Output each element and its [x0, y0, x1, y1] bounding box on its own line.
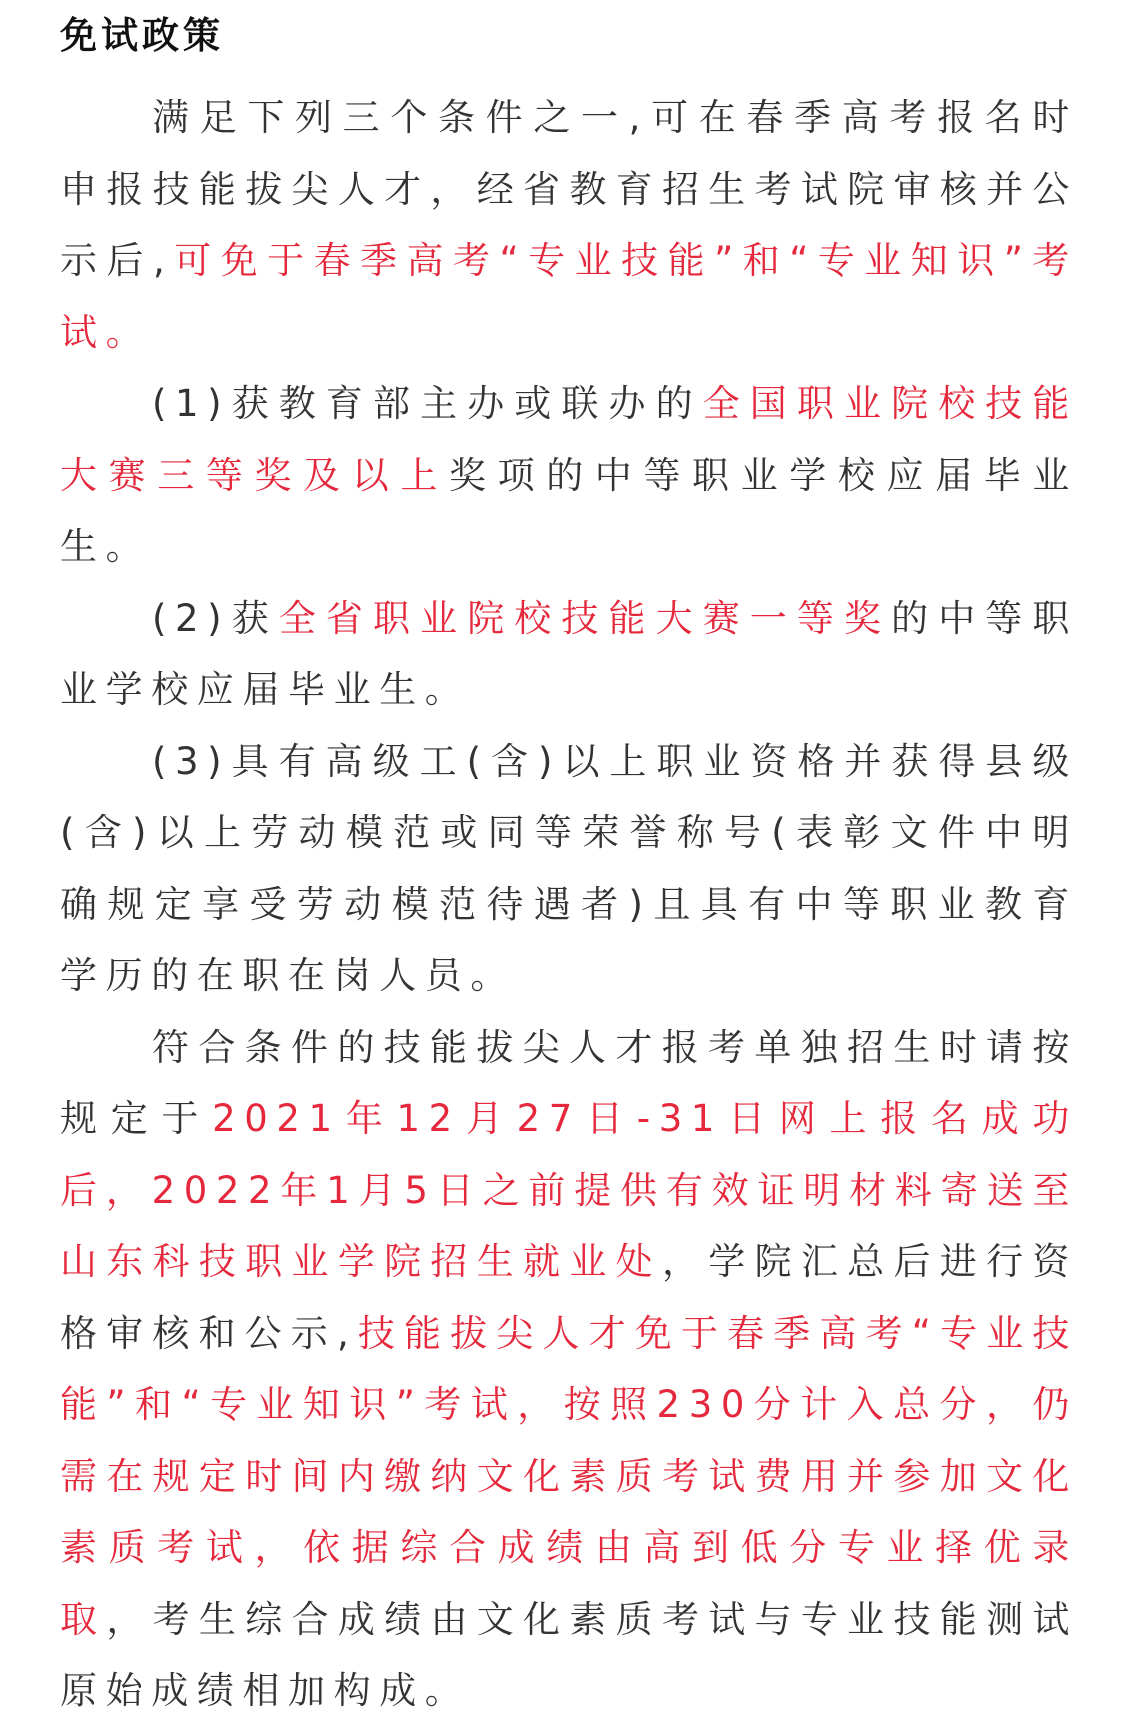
- condition-2-paragraph: [60, 583, 1078, 726]
- closing-paragraph: [60, 1012, 1078, 1727]
- closing-text-2: ，学院汇总后进行资格审核和公示,: [60, 1240, 1078, 1355]
- condition-2-highlight: 全省职业院校技能大赛一等奖: [278, 596, 892, 640]
- closing-text-1: 符合条件的技能拔尖人才报考单独招生时请按规定于: [60, 1025, 1078, 1140]
- intro-highlight: 可免于春季高考“专业技能”和“专业知识”考试。: [60, 239, 1079, 354]
- intro-text: 满足下列三个条件之一,可在春季高考报名时申报技能拔尖人才，经省教育招生考试院审核并公示后,: [60, 96, 1078, 282]
- condition-1-highlight: 全国职业院校技能大赛三等奖及以上: [60, 382, 1078, 497]
- condition-2-suffix: 的中等职业学校应届毕业生。: [60, 596, 1078, 711]
- closing-text-3: ，考生综合成绩由文化素质考试与专业技能测试原始成绩相加构成。: [60, 1597, 1078, 1712]
- condition-1-paragraph: [60, 368, 1078, 583]
- condition-1-prefix: (1)获教育部主办或联办的: [152, 382, 703, 425]
- condition-2-prefix: (2)获: [152, 596, 279, 640]
- intro-paragraph: [60, 82, 1078, 368]
- condition-3-paragraph: [60, 726, 1078, 1012]
- closing-highlight-1: 2021年12月27日-31日网上报名成功后，2022年1月5日之前提供有效证明材料寄送至山东科技职业学院招生就业处: [60, 1097, 1078, 1283]
- closing-highlight-2: 技能拔尖人才免于春季高考“专业技能”和“专业知识”考试，按照230分计入总分，仍需在规定时间内缴纳文化素质考试费用并参加文化素质考试，依据综合成绩由高到低分专业择优录取: [60, 1311, 1078, 1641]
- condition-1-suffix: 奖项的中等职业学校应届毕业生。: [60, 453, 1078, 568]
- section-heading: 免试政策: [60, 14, 224, 57]
- condition-3-text: (3)具有高级工(含)以上职业资格并获得县级(含)以上劳动模范或同等荣誉称号(表彰文件中明确规定享受劳动模范待遇者)且具有中等职业教育学历的在职在岗人员。: [60, 739, 1078, 997]
